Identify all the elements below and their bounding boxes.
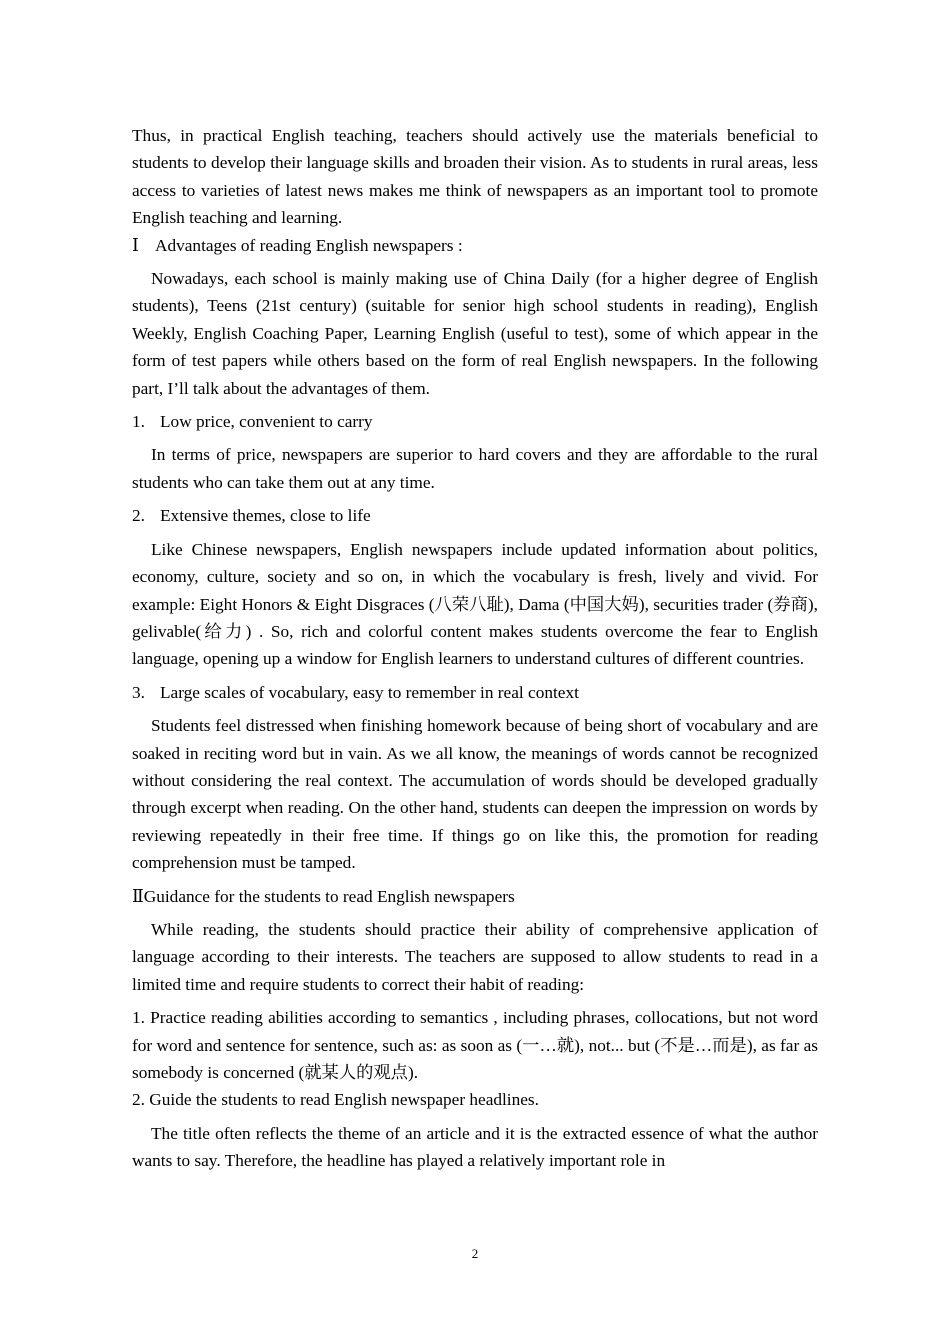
section-2-body: While reading, the students should practice their ability of comprehensive application of language according to their interests. The teachers are supposed to allow students to read in a limited time and require students to correct their habit of reading: <box>132 919 818 994</box>
section-1-marker: Ⅰ <box>132 235 139 255</box>
intro-paragraph: Thus, in practical English teaching, teachers should actively use the materials beneficial to students to develop their language skills and broaden their vision. As to students in rural areas, less access to varieties of latest news makes me think of newspapers as an important tool to promote English teaching and learning. <box>132 126 818 228</box>
point-3-body: Students feel distressed when finishing homework because of being short of vocabulary and are soaked in reciting word but in vain. As we all know, the meanings of words cannot be recognized without considering the real context. The accumulation of words should be developed gradually through excerpt when reading. On the other hand, students can deepen the impression on words by reviewing repeatedly in their free time. If things go on like this, the promotion for reading comprehension must be tamped. <box>132 716 818 873</box>
point-1-number: 1. <box>132 412 145 432</box>
guide-2-body: The title often reflects the theme of an article and it is the extracted essence of what the author wants to say. Therefore, the headline has played a relatively important role in <box>132 1123 818 1171</box>
point-3-heading <box>132 679 818 706</box>
section-1-body: Nowadays, each school is mainly making use of China Daily (for a higher degree of English students), Teens (21st century) (suitable for senior high school students in reading), English Weekly, English Coaching Paper, Learning English (useful to test), some of which appear in the form of test papers while others based on the form of real English newspapers. In the following part, I’ll talk about the advantages of them. <box>132 269 818 398</box>
point-2-number: 2. <box>132 506 145 526</box>
section-2-heading <box>132 883 818 910</box>
section-1-heading <box>132 232 818 259</box>
point-2-title: Extensive themes, close to life <box>160 506 371 526</box>
point-2-body: Like Chinese newspapers, English newspapers include updated information about politics, economy, culture, society and so on, in which the vocabulary is fresh, lively and vivid. For example: Eight Honors & Eight Disgraces (八荣八耻), Dama (中国大妈), securities trader (券商), gelivable(给力) . So, rich and colorful content makes students overcome the fear to English language, opening up a window for English learners to understand cultures of different countries. <box>132 539 818 669</box>
point-2-heading <box>132 502 818 529</box>
guide-1-paragraph: 1. Practice reading abilities according to semantics , including phrases, collocations, but not word for word and sentence for sentence, such as: as soon as (一…就), not... but (不是…而是), as far as somebody is concerned (就某人的观点). <box>132 1008 818 1082</box>
section-1-title: Advantages of reading English newspapers : <box>155 235 463 255</box>
page-content <box>132 122 818 1175</box>
section-2-title: Guidance for the students to read English newspapers <box>143 886 515 906</box>
point-3-number: 3. <box>132 682 145 702</box>
point-1-body: In terms of price, newspapers are superior to hard covers and they are affordable to the rural students who can take them out at any time. <box>132 445 818 492</box>
guide-2-heading: 2. Guide the students to read English newspaper headlines. <box>132 1090 539 1110</box>
point-1-title: Low price, convenient to carry <box>160 412 373 432</box>
point-1-heading <box>132 408 818 435</box>
section-2-marker: Ⅱ <box>132 886 144 906</box>
point-3-title: Large scales of vocabulary, easy to remember in real context <box>160 682 579 702</box>
page-number: 2 <box>471 1246 479 1261</box>
